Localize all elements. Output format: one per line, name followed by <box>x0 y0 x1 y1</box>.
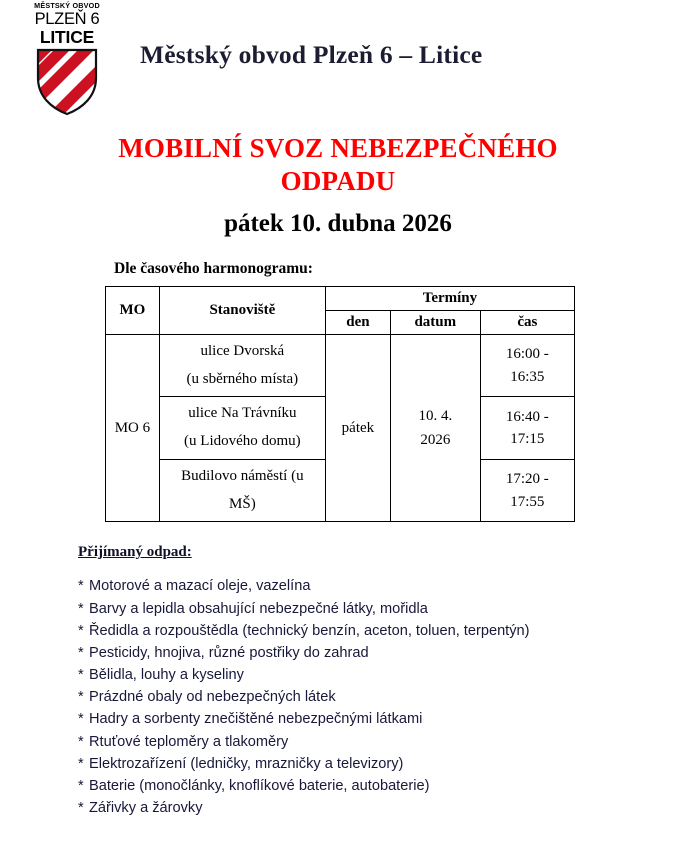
cell-den-value: pátek <box>325 334 390 522</box>
list-item-label: Barvy a lepidla obsahující nebezpečné látky, mořidla <box>89 600 428 617</box>
list-item <box>78 598 676 620</box>
cell-stanoviste-1 <box>159 334 325 397</box>
page-title: Městský obvod Plzeň 6 – Litice <box>140 40 483 69</box>
bullet-asterisk-icon: * <box>78 600 84 617</box>
list-item-label: Hadry a sorbenty znečištěné nebezpečnými látkami <box>89 711 423 728</box>
cas-1-line-2: 16:35 <box>510 368 545 385</box>
document-header <box>0 0 676 118</box>
schedule-table <box>105 286 575 523</box>
bullet-asterisk-icon: * <box>78 644 84 661</box>
bullet-asterisk-icon: * <box>78 667 84 684</box>
bullet-asterisk-icon: * <box>78 733 84 750</box>
list-item <box>78 753 676 775</box>
stanoviste-1-line-1: ulice Dvorská <box>200 342 285 359</box>
header-den: den <box>325 310 390 334</box>
list-item <box>78 708 676 730</box>
list-item <box>78 642 676 664</box>
main-title-line-2: ODPADU <box>280 165 396 196</box>
bullet-asterisk-icon: * <box>78 622 84 639</box>
list-item-label: Ředidla a rozpouštědla (technický benzín, aceton, toluen, terpentýn) <box>89 622 530 639</box>
cell-cas-3 <box>480 459 574 522</box>
header-mo: MO <box>106 286 160 334</box>
cell-stanoviste-3 <box>159 459 325 522</box>
coat-of-arms-shield-icon <box>36 48 98 116</box>
list-item <box>78 620 676 642</box>
logo-line-litice: LITICE <box>39 26 95 47</box>
cas-3-line-1: 17:20 - <box>505 471 549 488</box>
bullet-asterisk-icon: * <box>78 777 84 794</box>
list-item <box>78 664 676 686</box>
cell-mo-value: MO 6 <box>106 334 160 522</box>
list-item <box>78 775 676 797</box>
main-title-line-1: MOBILNÍ SVOZ NEBEZPEČNÉHO <box>118 133 558 163</box>
cell-cas-2 <box>480 397 574 460</box>
schedule-label: Dle časového harmonogramu: <box>114 259 313 277</box>
cas-2-line-1: 16:40 - <box>505 408 549 425</box>
header-datum: datum <box>390 310 480 334</box>
list-item-label: Prázdné obaly od nebezpečných látek <box>89 689 336 706</box>
logo-line-plzen: PLZEŇ 6 <box>34 10 100 29</box>
table-header-row-1 <box>106 286 575 310</box>
bullet-asterisk-icon: * <box>78 578 84 595</box>
cell-stanoviste-2 <box>159 397 325 460</box>
accepted-waste-heading: Přijímaný odpad: <box>78 544 192 561</box>
header-stanoviste: Stanoviště <box>159 286 325 334</box>
list-item <box>78 575 676 597</box>
cas-2-line-2: 17:15 <box>510 431 545 448</box>
list-item-label: Elektrozařízení (ledničky, mrazničky a televizory) <box>89 755 404 772</box>
bullet-asterisk-icon: * <box>78 800 84 817</box>
header-cas: čas <box>480 310 574 334</box>
datum-line-1: 10. 4. <box>418 408 453 425</box>
list-item <box>78 797 676 819</box>
stanoviste-2-line-1: ulice Na Trávníku <box>188 405 297 422</box>
cell-cas-1 <box>480 334 574 397</box>
list-item-label: Zářivky a žárovky <box>89 800 203 817</box>
logo-line-district: MĚSTSKÝ OBVOD <box>34 1 100 10</box>
list-item-label: Baterie (monočlánky, knoflíkové baterie, autobaterie) <box>89 777 430 794</box>
stanoviste-2-line-2: (u Lidového domu) <box>184 433 301 450</box>
stanoviste-3-line-2: MŠ) <box>229 495 256 512</box>
stanoviste-3-line-1: Budilovo náměstí (u <box>181 467 304 484</box>
cas-1-line-1: 16:00 - <box>505 346 549 363</box>
cas-3-line-2: 17:55 <box>510 493 545 510</box>
list-item-label: Pesticidy, hnojiva, různé postřiky do zahrad <box>89 644 369 661</box>
stanoviste-1-line-2: (u sběrného místa) <box>186 370 299 387</box>
list-item-label: Bělidla, louhy a kyseliny <box>89 667 244 684</box>
list-item <box>78 686 676 708</box>
bullet-asterisk-icon: * <box>78 755 84 772</box>
header-terminy: Termíny <box>325 286 574 310</box>
event-date: pátek 10. dubna 2026 <box>224 209 452 237</box>
list-item-label: Motorové a mazací oleje, vazelína <box>89 578 311 595</box>
table-row <box>106 334 575 397</box>
municipality-logo <box>24 2 110 114</box>
datum-line-2: 2026 <box>420 432 451 449</box>
list-item-label: Rtuťové teploměry a tlakoměry <box>89 733 289 750</box>
main-title <box>0 132 676 198</box>
cell-datum-value <box>390 334 480 522</box>
bullet-asterisk-icon: * <box>78 711 84 728</box>
bullet-asterisk-icon: * <box>78 689 84 706</box>
accepted-waste-list <box>0 575 676 819</box>
list-item <box>78 731 676 753</box>
